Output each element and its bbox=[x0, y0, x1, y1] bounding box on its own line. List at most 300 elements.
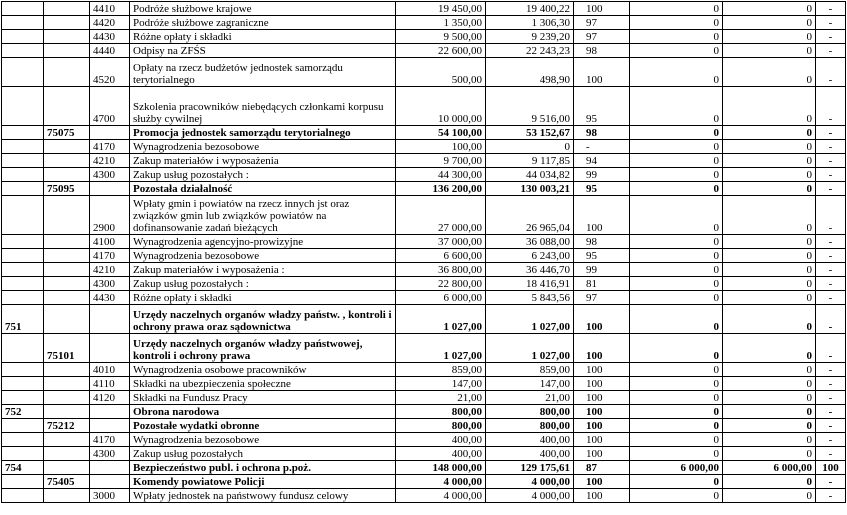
budget-table bbox=[1, 1, 846, 503]
execution-investment-cell: 0 bbox=[723, 263, 816, 277]
plan-investment-cell: 0 bbox=[630, 419, 723, 433]
plan-cell: 1 027,00 bbox=[396, 305, 486, 334]
percent-investment-cell: - bbox=[816, 334, 846, 363]
plan-cell: 27 000,00 bbox=[396, 196, 486, 235]
percent-cell: 98 bbox=[574, 235, 630, 249]
execution-cell: 22 243,23 bbox=[486, 44, 574, 58]
paragraf-cell: 4120 bbox=[90, 391, 130, 405]
plan-investment-cell: 0 bbox=[630, 334, 723, 363]
execution-cell: 800,00 bbox=[486, 405, 574, 419]
paragraf-cell: 4300 bbox=[90, 277, 130, 291]
percent-cell: - bbox=[574, 140, 630, 154]
rozdzial-cell bbox=[44, 168, 90, 182]
rozdzial-cell: 75075 bbox=[44, 126, 90, 140]
plan-investment-cell: 0 bbox=[630, 235, 723, 249]
plan-investment-cell: 0 bbox=[630, 249, 723, 263]
percent-investment-cell: - bbox=[816, 377, 846, 391]
paragraf-cell: 4440 bbox=[90, 44, 130, 58]
rozdzial-cell bbox=[44, 291, 90, 305]
execution-investment-cell: 0 bbox=[723, 154, 816, 168]
description-cell: Zakup usług pozostałych : bbox=[130, 277, 396, 291]
table-row bbox=[2, 140, 846, 154]
execution-cell: 400,00 bbox=[486, 447, 574, 461]
rozdzial-cell bbox=[44, 196, 90, 235]
execution-cell: 21,00 bbox=[486, 391, 574, 405]
table-row bbox=[2, 391, 846, 405]
rozdzial-cell bbox=[44, 391, 90, 405]
description-cell: Składki na ubezpieczenia społeczne bbox=[130, 377, 396, 391]
paragraf-cell: 4420 bbox=[90, 16, 130, 30]
plan-cell: 21,00 bbox=[396, 391, 486, 405]
percent-investment-cell: - bbox=[816, 126, 846, 140]
description-cell: Zakup usług pozostałych : bbox=[130, 168, 396, 182]
plan-cell: 6 000,00 bbox=[396, 291, 486, 305]
plan-investment-cell: 0 bbox=[630, 489, 723, 503]
rozdzial-cell bbox=[44, 140, 90, 154]
execution-cell: 36 088,00 bbox=[486, 235, 574, 249]
execution-investment-cell: 0 bbox=[723, 58, 816, 87]
execution-investment-cell: 0 bbox=[723, 391, 816, 405]
execution-cell: 18 416,91 bbox=[486, 277, 574, 291]
percent-cell: 99 bbox=[574, 263, 630, 277]
rozdzial-cell bbox=[44, 2, 90, 16]
dzial-cell bbox=[2, 475, 44, 489]
dzial-cell bbox=[2, 263, 44, 277]
plan-cell: 6 600,00 bbox=[396, 249, 486, 263]
execution-investment-cell: 0 bbox=[723, 126, 816, 140]
execution-cell: 147,00 bbox=[486, 377, 574, 391]
paragraf-cell: 4430 bbox=[90, 291, 130, 305]
description-cell: Wynagrodzenia agencyjno-prowizyjne bbox=[130, 235, 396, 249]
plan-investment-cell: 0 bbox=[630, 405, 723, 419]
execution-cell: 1 306,30 bbox=[486, 16, 574, 30]
description-cell: Wpłaty jednostek na państwowy fundusz celowy bbox=[130, 489, 396, 503]
paragraf-cell: 4300 bbox=[90, 447, 130, 461]
description-cell: Podróże służbowe krajowe bbox=[130, 2, 396, 16]
percent-investment-cell: 100 bbox=[816, 461, 846, 475]
plan-investment-cell: 0 bbox=[630, 2, 723, 16]
percent-investment-cell: - bbox=[816, 140, 846, 154]
plan-investment-cell: 0 bbox=[630, 168, 723, 182]
plan-investment-cell: 0 bbox=[630, 182, 723, 196]
execution-investment-cell: 0 bbox=[723, 489, 816, 503]
description-cell: Promocja jednostek samorządu terytorialnego bbox=[130, 126, 396, 140]
description-cell: Pozostałe wydatki obronne bbox=[130, 419, 396, 433]
dzial-cell bbox=[2, 30, 44, 44]
plan-investment-cell: 0 bbox=[630, 391, 723, 405]
execution-investment-cell: 0 bbox=[723, 30, 816, 44]
execution-cell: 0 bbox=[486, 140, 574, 154]
percent-cell: 98 bbox=[574, 126, 630, 140]
execution-investment-cell: 0 bbox=[723, 16, 816, 30]
dzial-cell bbox=[2, 489, 44, 503]
table-row bbox=[2, 419, 846, 433]
paragraf-cell: 4520 bbox=[90, 58, 130, 87]
description-cell: Urzędy naczelnych organów władzy państw. , kontroli i ochrony prawa oraz sądownictwa bbox=[130, 305, 396, 334]
percent-investment-cell: - bbox=[816, 391, 846, 405]
plan-cell: 400,00 bbox=[396, 447, 486, 461]
plan-cell: 1 027,00 bbox=[396, 334, 486, 363]
rozdzial-cell bbox=[44, 461, 90, 475]
paragraf-cell: 4210 bbox=[90, 154, 130, 168]
dzial-cell bbox=[2, 126, 44, 140]
percent-cell: 100 bbox=[574, 334, 630, 363]
percent-investment-cell: - bbox=[816, 447, 846, 461]
paragraf-cell bbox=[90, 305, 130, 334]
execution-cell: 1 027,00 bbox=[486, 334, 574, 363]
rozdzial-cell bbox=[44, 154, 90, 168]
plan-investment-cell: 0 bbox=[630, 16, 723, 30]
description-cell: Zakup usług pozostałych bbox=[130, 447, 396, 461]
percent-investment-cell: - bbox=[816, 305, 846, 334]
paragraf-cell: 4700 bbox=[90, 87, 130, 126]
plan-cell: 147,00 bbox=[396, 377, 486, 391]
rozdzial-cell: 75101 bbox=[44, 334, 90, 363]
percent-investment-cell: - bbox=[816, 182, 846, 196]
execution-investment-cell: 0 bbox=[723, 196, 816, 235]
execution-investment-cell: 0 bbox=[723, 305, 816, 334]
execution-cell: 53 152,67 bbox=[486, 126, 574, 140]
execution-cell: 4 000,00 bbox=[486, 475, 574, 489]
execution-investment-cell: 0 bbox=[723, 475, 816, 489]
percent-cell: 100 bbox=[574, 363, 630, 377]
plan-investment-cell: 0 bbox=[630, 126, 723, 140]
plan-cell: 44 300,00 bbox=[396, 168, 486, 182]
execution-investment-cell: 0 bbox=[723, 433, 816, 447]
execution-cell: 26 965,04 bbox=[486, 196, 574, 235]
percent-cell: 81 bbox=[574, 277, 630, 291]
percent-cell: 97 bbox=[574, 16, 630, 30]
plan-cell: 54 100,00 bbox=[396, 126, 486, 140]
table-row bbox=[2, 30, 846, 44]
execution-cell: 129 175,61 bbox=[486, 461, 574, 475]
description-cell: Bezpieczeństwo publ. i ochrona p.poż. bbox=[130, 461, 396, 475]
percent-investment-cell: - bbox=[816, 249, 846, 263]
table-row bbox=[2, 196, 846, 235]
execution-investment-cell: 6 000,00 bbox=[723, 461, 816, 475]
plan-cell: 4 000,00 bbox=[396, 489, 486, 503]
table-row bbox=[2, 291, 846, 305]
plan-investment-cell: 0 bbox=[630, 154, 723, 168]
plan-cell: 9 500,00 bbox=[396, 30, 486, 44]
execution-investment-cell: 0 bbox=[723, 291, 816, 305]
percent-cell: 94 bbox=[574, 154, 630, 168]
plan-investment-cell: 0 bbox=[630, 363, 723, 377]
paragraf-cell bbox=[90, 461, 130, 475]
rozdzial-cell bbox=[44, 30, 90, 44]
plan-cell: 1 350,00 bbox=[396, 16, 486, 30]
dzial-cell bbox=[2, 249, 44, 263]
table-row bbox=[2, 377, 846, 391]
paragraf-cell bbox=[90, 334, 130, 363]
plan-cell: 9 700,00 bbox=[396, 154, 486, 168]
dzial-cell bbox=[2, 235, 44, 249]
percent-investment-cell: - bbox=[816, 154, 846, 168]
percent-investment-cell: - bbox=[816, 405, 846, 419]
table-row bbox=[2, 277, 846, 291]
plan-cell: 22 600,00 bbox=[396, 44, 486, 58]
table-row bbox=[2, 44, 846, 58]
percent-cell: 95 bbox=[574, 249, 630, 263]
table-row bbox=[2, 363, 846, 377]
percent-investment-cell: - bbox=[816, 291, 846, 305]
execution-cell: 859,00 bbox=[486, 363, 574, 377]
dzial-cell bbox=[2, 334, 44, 363]
plan-investment-cell: 0 bbox=[630, 277, 723, 291]
dzial-cell: 752 bbox=[2, 405, 44, 419]
dzial-cell bbox=[2, 168, 44, 182]
plan-investment-cell: 0 bbox=[630, 196, 723, 235]
rozdzial-cell bbox=[44, 87, 90, 126]
dzial-cell: 754 bbox=[2, 461, 44, 475]
execution-cell: 130 003,21 bbox=[486, 182, 574, 196]
plan-investment-cell: 0 bbox=[630, 30, 723, 44]
execution-cell: 4 000,00 bbox=[486, 489, 574, 503]
table-row bbox=[2, 263, 846, 277]
percent-cell: 87 bbox=[574, 461, 630, 475]
execution-cell: 19 400,22 bbox=[486, 2, 574, 16]
description-cell: Wynagrodzenia bezosobowe bbox=[130, 249, 396, 263]
dzial-cell bbox=[2, 363, 44, 377]
description-cell: Urzędy naczelnych organów władzy państwowej, kontroli i ochrony prawa bbox=[130, 334, 396, 363]
plan-cell: 800,00 bbox=[396, 419, 486, 433]
percent-cell: 100 bbox=[574, 377, 630, 391]
percent-investment-cell: - bbox=[816, 2, 846, 16]
plan-investment-cell: 0 bbox=[630, 433, 723, 447]
plan-investment-cell: 6 000,00 bbox=[630, 461, 723, 475]
execution-cell: 5 843,56 bbox=[486, 291, 574, 305]
percent-investment-cell: - bbox=[816, 235, 846, 249]
execution-cell: 800,00 bbox=[486, 419, 574, 433]
percent-cell: 100 bbox=[574, 447, 630, 461]
paragraf-cell: 4110 bbox=[90, 377, 130, 391]
plan-investment-cell: 0 bbox=[630, 140, 723, 154]
percent-cell: 100 bbox=[574, 405, 630, 419]
table-row bbox=[2, 249, 846, 263]
description-cell: Opłaty na rzecz budżetów jednostek samorządu terytorialnego bbox=[130, 58, 396, 87]
plan-cell: 10 000,00 bbox=[396, 87, 486, 126]
table-row bbox=[2, 489, 846, 503]
execution-cell: 36 446,70 bbox=[486, 263, 574, 277]
dzial-cell bbox=[2, 433, 44, 447]
plan-investment-cell: 0 bbox=[630, 447, 723, 461]
rozdzial-cell bbox=[44, 305, 90, 334]
rozdzial-cell bbox=[44, 489, 90, 503]
dzial-cell bbox=[2, 196, 44, 235]
dzial-cell bbox=[2, 447, 44, 461]
plan-investment-cell: 0 bbox=[630, 44, 723, 58]
plan-cell: 100,00 bbox=[396, 140, 486, 154]
execution-investment-cell: 0 bbox=[723, 249, 816, 263]
plan-cell: 36 800,00 bbox=[396, 263, 486, 277]
table-row bbox=[2, 305, 846, 334]
execution-investment-cell: 0 bbox=[723, 277, 816, 291]
execution-investment-cell: 0 bbox=[723, 334, 816, 363]
rozdzial-cell bbox=[44, 277, 90, 291]
plan-cell: 136 200,00 bbox=[396, 182, 486, 196]
percent-cell: 99 bbox=[574, 168, 630, 182]
dzial-cell bbox=[2, 2, 44, 16]
percent-cell: 100 bbox=[574, 419, 630, 433]
paragraf-cell: 4410 bbox=[90, 2, 130, 16]
table-row bbox=[2, 2, 846, 16]
dzial-cell bbox=[2, 291, 44, 305]
table-row bbox=[2, 58, 846, 87]
percent-cell: 100 bbox=[574, 196, 630, 235]
rozdzial-cell bbox=[44, 263, 90, 277]
dzial-cell bbox=[2, 377, 44, 391]
table-row bbox=[2, 87, 846, 126]
percent-cell: 95 bbox=[574, 87, 630, 126]
execution-cell: 9 117,85 bbox=[486, 154, 574, 168]
table-row bbox=[2, 461, 846, 475]
description-cell: Wynagrodzenia osobowe pracowników bbox=[130, 363, 396, 377]
plan-investment-cell: 0 bbox=[630, 291, 723, 305]
percent-cell: 95 bbox=[574, 182, 630, 196]
percent-investment-cell: - bbox=[816, 87, 846, 126]
execution-investment-cell: 0 bbox=[723, 419, 816, 433]
paragraf-cell: 2900 bbox=[90, 196, 130, 235]
paragraf-cell bbox=[90, 419, 130, 433]
table-row bbox=[2, 405, 846, 419]
execution-investment-cell: 0 bbox=[723, 182, 816, 196]
percent-investment-cell: - bbox=[816, 363, 846, 377]
execution-investment-cell: 0 bbox=[723, 2, 816, 16]
description-cell: Różne opłaty i składki bbox=[130, 291, 396, 305]
plan-cell: 859,00 bbox=[396, 363, 486, 377]
percent-investment-cell: - bbox=[816, 30, 846, 44]
execution-investment-cell: 0 bbox=[723, 235, 816, 249]
table-row bbox=[2, 126, 846, 140]
execution-investment-cell: 0 bbox=[723, 140, 816, 154]
dzial-cell bbox=[2, 419, 44, 433]
percent-cell: 100 bbox=[574, 475, 630, 489]
plan-investment-cell: 0 bbox=[630, 475, 723, 489]
rozdzial-cell bbox=[44, 249, 90, 263]
percent-investment-cell: - bbox=[816, 58, 846, 87]
paragraf-cell bbox=[90, 405, 130, 419]
rozdzial-cell bbox=[44, 377, 90, 391]
execution-investment-cell: 0 bbox=[723, 87, 816, 126]
plan-investment-cell: 0 bbox=[630, 305, 723, 334]
rozdzial-cell: 75095 bbox=[44, 182, 90, 196]
paragraf-cell: 4430 bbox=[90, 30, 130, 44]
execution-cell: 498,90 bbox=[486, 58, 574, 87]
dzial-cell: 751 bbox=[2, 305, 44, 334]
percent-cell: 97 bbox=[574, 30, 630, 44]
dzial-cell bbox=[2, 16, 44, 30]
execution-investment-cell: 0 bbox=[723, 44, 816, 58]
percent-investment-cell: - bbox=[816, 433, 846, 447]
execution-cell: 400,00 bbox=[486, 433, 574, 447]
rozdzial-cell bbox=[44, 16, 90, 30]
percent-investment-cell: - bbox=[816, 489, 846, 503]
plan-investment-cell: 0 bbox=[630, 263, 723, 277]
plan-cell: 148 000,00 bbox=[396, 461, 486, 475]
execution-investment-cell: 0 bbox=[723, 447, 816, 461]
percent-investment-cell: - bbox=[816, 419, 846, 433]
rozdzial-cell: 75212 bbox=[44, 419, 90, 433]
paragraf-cell: 4100 bbox=[90, 235, 130, 249]
paragraf-cell: 4210 bbox=[90, 263, 130, 277]
paragraf-cell: 4010 bbox=[90, 363, 130, 377]
plan-cell: 22 800,00 bbox=[396, 277, 486, 291]
execution-investment-cell: 0 bbox=[723, 377, 816, 391]
table-row bbox=[2, 154, 846, 168]
rozdzial-cell bbox=[44, 58, 90, 87]
percent-investment-cell: - bbox=[816, 16, 846, 30]
plan-cell: 19 450,00 bbox=[396, 2, 486, 16]
dzial-cell bbox=[2, 44, 44, 58]
paragraf-cell: 4170 bbox=[90, 140, 130, 154]
plan-cell: 500,00 bbox=[396, 58, 486, 87]
description-cell: Podróże służbowe zagraniczne bbox=[130, 16, 396, 30]
percent-cell: 100 bbox=[574, 433, 630, 447]
plan-investment-cell: 0 bbox=[630, 377, 723, 391]
description-cell: Zakup materiałów i wyposażenia bbox=[130, 154, 396, 168]
budget-table-body bbox=[2, 2, 846, 503]
execution-cell: 6 243,00 bbox=[486, 249, 574, 263]
execution-investment-cell: 0 bbox=[723, 168, 816, 182]
paragraf-cell bbox=[90, 126, 130, 140]
percent-investment-cell: - bbox=[816, 44, 846, 58]
description-cell: Wynagrodzenia bezosobowe bbox=[130, 140, 396, 154]
plan-investment-cell: 0 bbox=[630, 87, 723, 126]
description-cell: Odpisy na ZFŚS bbox=[130, 44, 396, 58]
execution-cell: 1 027,00 bbox=[486, 305, 574, 334]
paragraf-cell: 4170 bbox=[90, 249, 130, 263]
description-cell: Komendy powiatowe Policji bbox=[130, 475, 396, 489]
execution-investment-cell: 0 bbox=[723, 405, 816, 419]
table-row bbox=[2, 235, 846, 249]
plan-investment-cell: 0 bbox=[630, 58, 723, 87]
execution-cell: 9 516,00 bbox=[486, 87, 574, 126]
description-cell: Zakup materiałów i wyposażenia : bbox=[130, 263, 396, 277]
dzial-cell bbox=[2, 58, 44, 87]
table-row bbox=[2, 16, 846, 30]
rozdzial-cell: 75405 bbox=[44, 475, 90, 489]
percent-investment-cell: - bbox=[816, 263, 846, 277]
plan-cell: 800,00 bbox=[396, 405, 486, 419]
description-cell: Różne opłaty i składki bbox=[130, 30, 396, 44]
rozdzial-cell bbox=[44, 405, 90, 419]
description-cell: Składki na Fundusz Pracy bbox=[130, 391, 396, 405]
dzial-cell bbox=[2, 182, 44, 196]
execution-cell: 9 239,20 bbox=[486, 30, 574, 44]
description-cell: Wynagrodzenia bezosobowe bbox=[130, 433, 396, 447]
execution-investment-cell: 0 bbox=[723, 363, 816, 377]
rozdzial-cell bbox=[44, 235, 90, 249]
table-row bbox=[2, 447, 846, 461]
description-cell: Pozostała działalność bbox=[130, 182, 396, 196]
table-row bbox=[2, 334, 846, 363]
percent-investment-cell: - bbox=[816, 168, 846, 182]
description-cell: Szkolenia pracowników niebędących członkami korpusu służby cywilnej bbox=[130, 87, 396, 126]
percent-cell: 100 bbox=[574, 489, 630, 503]
table-row bbox=[2, 182, 846, 196]
execution-cell: 44 034,82 bbox=[486, 168, 574, 182]
plan-cell: 37 000,00 bbox=[396, 235, 486, 249]
percent-investment-cell: - bbox=[816, 475, 846, 489]
rozdzial-cell bbox=[44, 44, 90, 58]
paragraf-cell bbox=[90, 475, 130, 489]
paragraf-cell: 4300 bbox=[90, 168, 130, 182]
description-cell: Wpłaty gmin i powiatów na rzecz innych jst oraz związków gmin lub związków powiatów na dofinansowanie zadań bieżących bbox=[130, 196, 396, 235]
percent-investment-cell: - bbox=[816, 196, 846, 235]
dzial-cell bbox=[2, 154, 44, 168]
table-row bbox=[2, 433, 846, 447]
dzial-cell bbox=[2, 87, 44, 126]
